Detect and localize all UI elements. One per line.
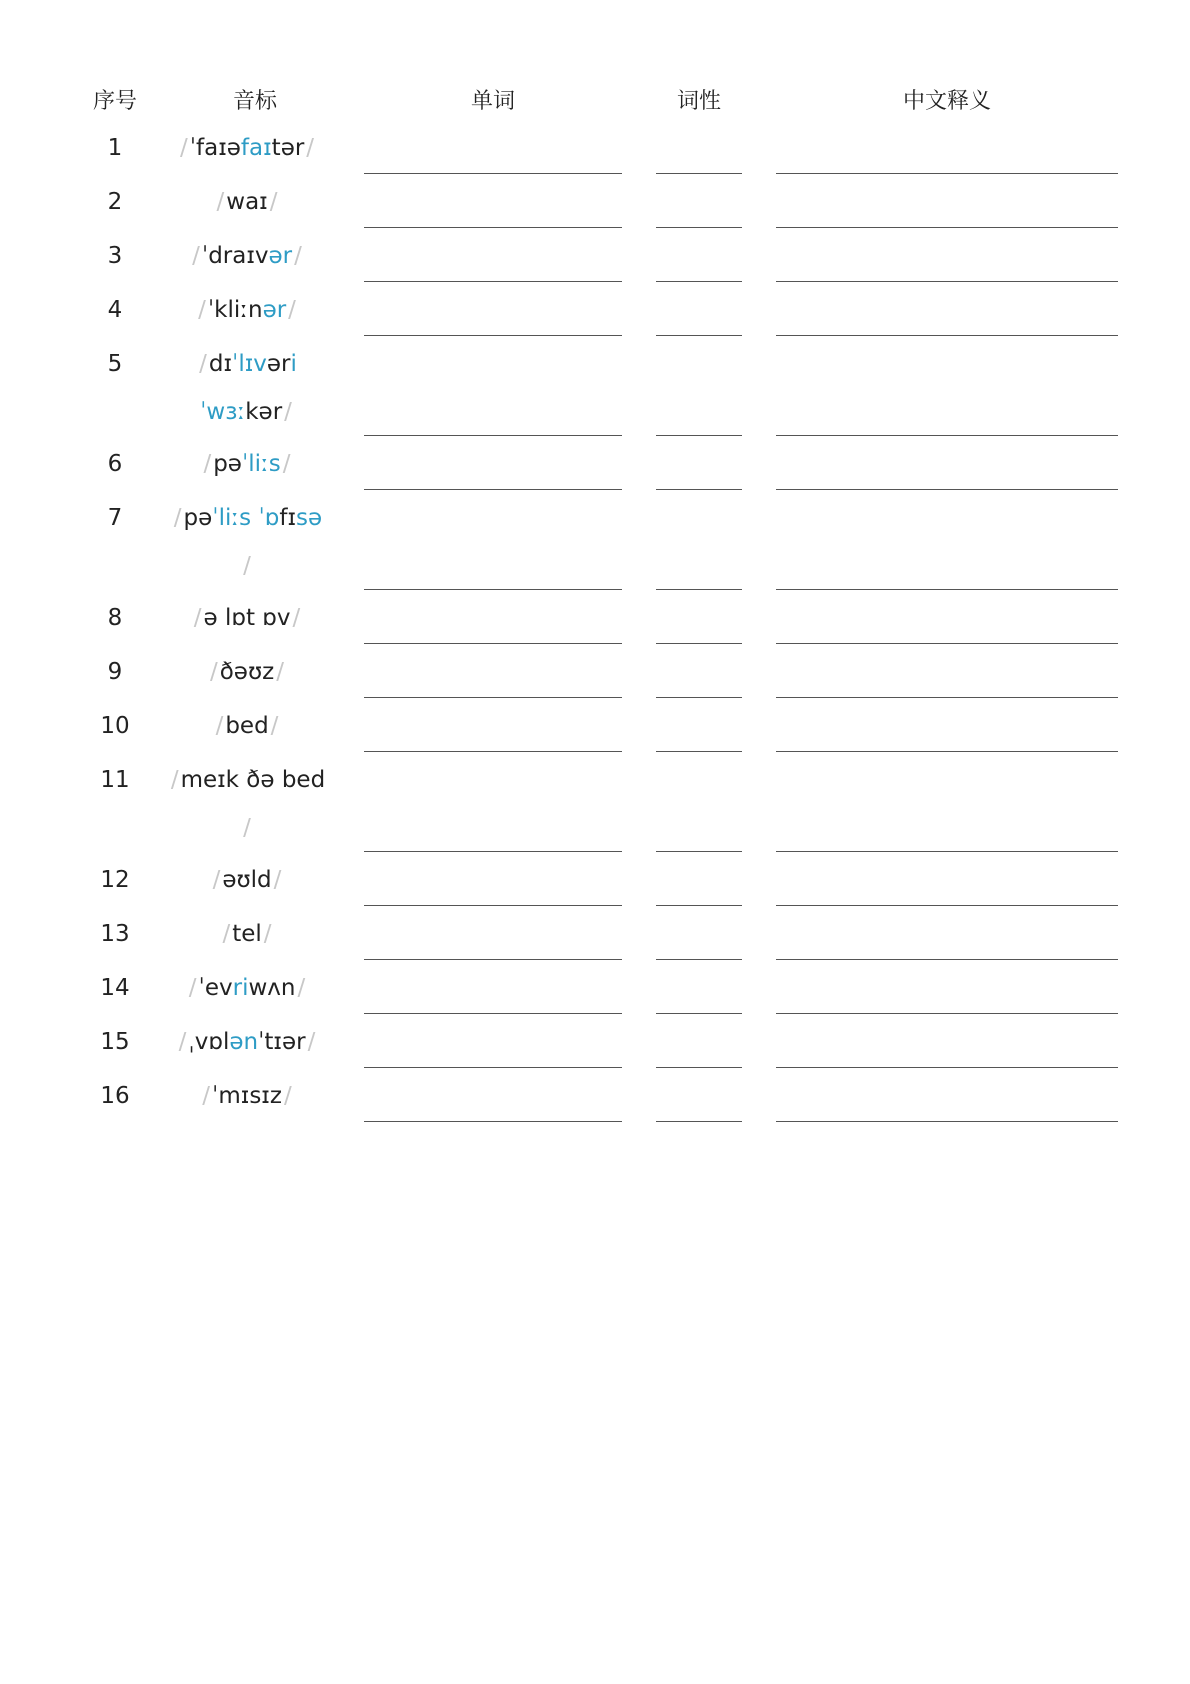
word-answer-line[interactable] [364,851,622,852]
word-answer-line[interactable] [364,1013,622,1014]
pos-answer-line[interactable] [656,227,742,228]
phonetic-text: wʌn [248,975,296,1001]
phonetic-transcription [163,440,331,488]
slash-close: / [243,553,251,579]
phonetic-highlight: ər [268,243,293,269]
slash-open: / [209,659,218,685]
pos-answer-line[interactable] [656,905,742,906]
slash-open: / [173,505,182,531]
meaning-answer-line[interactable] [776,959,1118,960]
phonetic-transcription [163,648,331,696]
word-answer-line[interactable] [364,905,622,906]
meaning-answer-line[interactable] [776,851,1118,852]
meaning-answer-line[interactable] [776,435,1118,436]
slash-close: / [283,1083,292,1109]
row-number: 4 [107,297,123,323]
phonetic-highlight: ˈlɪv [232,351,267,377]
word-answer-line[interactable] [364,697,622,698]
word-answer-line[interactable] [364,335,622,336]
pos-answer-line[interactable] [656,959,742,960]
phonetic-highlight: sə [296,505,323,531]
word-answer-line[interactable] [364,1121,622,1122]
row-number: 15 [100,1029,130,1055]
slash-close: / [282,451,291,477]
phonetic-text: əʊld [222,867,272,893]
slash-open: / [198,297,206,323]
phonetic-transcription [163,494,331,590]
phonetic-text: ər [266,351,291,377]
slash-open: / [193,605,202,631]
phonetic-transcription [163,964,331,1012]
row-number: 7 [107,505,123,531]
meaning-answer-line[interactable] [776,335,1118,336]
phonetic-highlight: ən [229,1029,259,1055]
phonetic-highlight: ri [232,975,249,1001]
pos-answer-line[interactable] [656,173,742,174]
phonetic-highlight: ˈliːs [241,451,281,477]
pos-answer-line[interactable] [656,489,742,490]
slash-close: / [273,867,282,893]
word-answer-line[interactable] [364,1067,622,1068]
phonetic-transcription [163,910,331,958]
word-answer-line[interactable] [364,489,622,490]
pos-answer-line[interactable] [656,281,742,282]
phonetic-transcription [163,702,331,750]
row-number: 10 [100,713,130,739]
slash-open: / [203,451,212,477]
meaning-answer-line[interactable] [776,1013,1118,1014]
phonetic-text: waɪ [226,189,268,215]
phonetic-text: tər [271,135,305,161]
slash-close: / [270,713,279,739]
row-number: 11 [100,767,130,793]
phonetic-text: k [245,399,259,425]
phonetic-highlight: ˈliːs [212,505,252,531]
slash-open: / [199,351,207,377]
phonetic-text: ðəʊz [219,659,275,685]
row-number: 16 [100,1083,130,1109]
meaning-answer-line[interactable] [776,489,1118,490]
pos-answer-line[interactable] [656,851,742,852]
phonetic-transcription [163,178,331,226]
row-number: 2 [107,189,123,215]
row-number: 6 [107,451,123,477]
word-answer-line[interactable] [364,643,622,644]
meaning-answer-line[interactable] [776,697,1118,698]
phonetic-highlight: faɪ [240,135,272,161]
row-number: 8 [107,605,123,631]
slash-close: / [263,921,272,947]
slash-open: / [216,189,225,215]
header-number: 序号 [92,89,137,114]
word-answer-line[interactable] [364,435,622,436]
phonetic-text: ˈev [198,975,233,1001]
slash-close: / [306,135,315,161]
phonetic-text: ˈdraɪv [201,243,269,269]
slash-open: / [179,135,188,161]
row-number: 9 [107,659,123,685]
header-chinese-meaning: 中文释义 [902,89,991,114]
meaning-answer-line[interactable] [776,173,1118,174]
phonetic-text: ə lɒt ɒv [203,605,291,631]
phonetic-transcription [163,340,331,436]
word-answer-line[interactable] [364,281,622,282]
meaning-answer-line[interactable] [776,643,1118,644]
phonetic-transcription [163,286,331,334]
header-phonetic: 音标 [232,89,277,114]
slash-open: / [178,1029,187,1055]
row-number: 12 [100,867,130,893]
word-answer-line[interactable] [364,173,622,174]
slash-close: / [307,1029,316,1055]
phonetic-text: ər [258,399,283,425]
slash-close: / [284,399,292,425]
row-number: 5 [107,351,123,377]
slash-close: / [294,243,302,269]
phonetic-text: pə [183,505,213,531]
phonetic-transcription [163,1018,331,1066]
phonetic-text: ˈfaɪə [189,135,241,161]
meaning-answer-line[interactable] [776,1067,1118,1068]
word-answer-line[interactable] [364,959,622,960]
pos-answer-line[interactable] [656,643,742,644]
phonetic-transcription [163,124,331,172]
phonetic-text: ˈmɪsɪz [212,1083,282,1109]
slash-open: / [188,975,197,1001]
phonetic-transcription [163,856,331,904]
phonetic-text: ˈkliːn [207,297,263,323]
phonetic-highlight: ˈɒ [258,505,280,531]
phonetic-transcription [163,756,331,852]
row-number: 3 [107,243,123,269]
slash-close: / [297,975,306,1001]
pos-answer-line[interactable] [656,335,742,336]
pos-answer-line[interactable] [656,589,742,590]
phonetic-text: dɪ [208,351,233,377]
row-number: 1 [107,135,123,161]
phonetic-text: tel [232,921,262,947]
phonetic-transcription [163,1072,331,1120]
phonetic-text: meɪk ðə bed [180,767,326,793]
meaning-answer-line[interactable] [776,751,1118,752]
slash-open: / [170,767,179,793]
meaning-answer-line[interactable] [776,905,1118,906]
phonetic-highlight: ˈwɜː [200,399,246,425]
slash-close: / [292,605,301,631]
slash-close: / [276,659,284,685]
phonetic-text: pə [213,451,242,477]
slash-open: / [215,713,224,739]
pos-answer-line[interactable] [656,1013,742,1014]
meaning-answer-line[interactable] [776,1121,1118,1122]
phonetic-text: ˈtɪər [258,1029,306,1055]
header-part-of-speech: 词性 [676,89,721,114]
pos-answer-line[interactable] [656,1067,742,1068]
pos-answer-line[interactable] [656,1121,742,1122]
phonetic-text: bed [225,713,269,739]
slash-close: / [288,297,296,323]
phonetic-transcription [163,232,331,280]
pos-answer-line[interactable] [656,697,742,698]
phonetic-highlight: i [290,351,297,377]
word-answer-line[interactable] [364,227,622,228]
table-header [0,84,1190,114]
header-word: 单词 [470,89,515,114]
slash-close: / [243,815,251,841]
phonetic-transcription [163,594,331,642]
meaning-answer-line[interactable] [776,227,1118,228]
slash-open: / [212,867,221,893]
meaning-answer-line[interactable] [776,589,1118,590]
slash-close: / [269,189,278,215]
slash-open: / [202,1083,211,1109]
word-answer-line[interactable] [364,751,622,752]
slash-open: / [222,921,231,947]
phonetic-text: fɪ [279,505,297,531]
row-number: 14 [100,975,130,1001]
pos-answer-line[interactable] [656,751,742,752]
slash-open: / [192,243,200,269]
meaning-answer-line[interactable] [776,281,1118,282]
phonetic-text: ˌvɒl [188,1029,230,1055]
row-number: 13 [100,921,130,947]
phonetic-highlight: ər [262,297,287,323]
pos-answer-line[interactable] [656,435,742,436]
word-answer-line[interactable] [364,589,622,590]
